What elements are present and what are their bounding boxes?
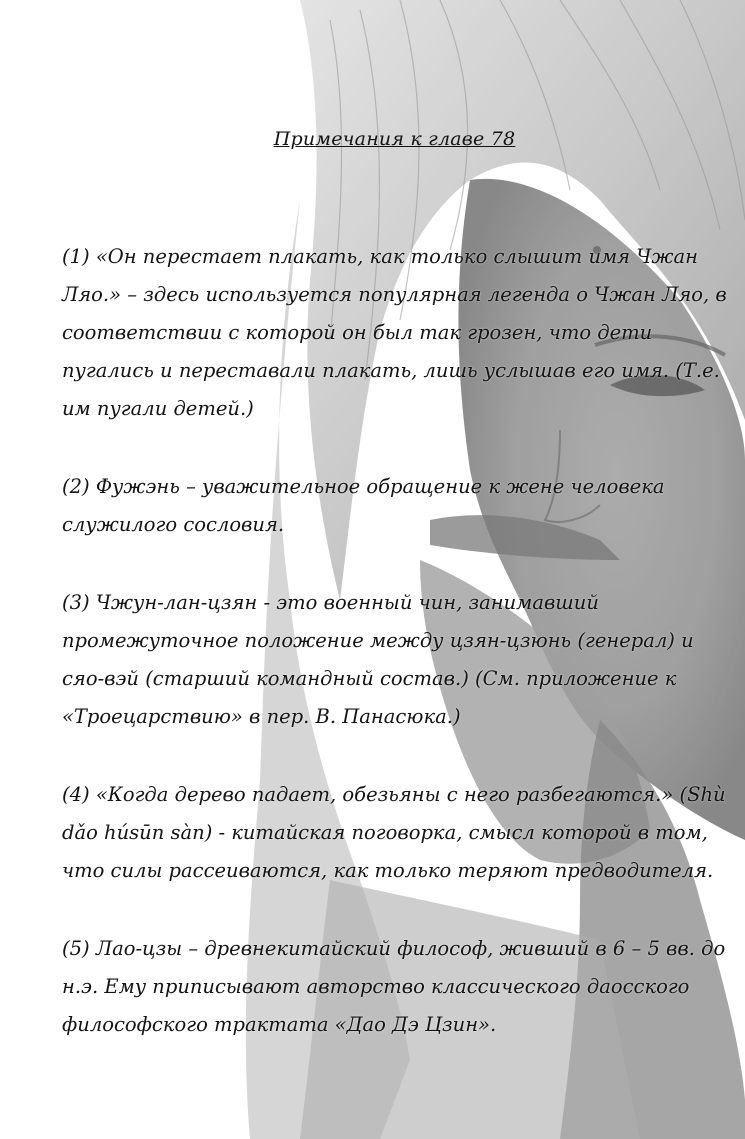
note-4	[62, 776, 727, 890]
note-4-pinyin: Shù dǎo húsūn sàn	[62, 783, 726, 844]
notes-title: Примечания к главе 78	[273, 128, 516, 150]
note-5: (5) Лао-цзы – древнекитайский философ, живший в 6 – 5 вв. до н.э. Ему приписывают авторство классического даосского философского трактата «Дао Дэ Цзин».	[62, 937, 726, 1036]
note-4-text-before: (4) «Когда дерево падает, обезьяны с него разбегаются.» (	[62, 783, 688, 806]
note-3: (3) Чжун-лан-цзян - это военный чин, занимавший промежуточное положение между цзян-цзюнь (генерал) и сяо-вэй (старший командный состав.) (См. приложение к «Троецарствию» в пер. В. Панасюка.)	[62, 591, 694, 728]
chapter-notes	[62, 118, 727, 1084]
note-1: (1) «Он перестает плакать, как только слышит имя Чжан Ляо.» – здесь используется популярная легенда о Чжан Ляо, в соответствии с которой он был так грозен, что дети пугались и переставали плакать, лишь услышав его имя. (Т.е. им пугали детей.)	[62, 245, 727, 420]
note-4-text-after: ) - китайская поговорка, смысл которой в том, что силы рассеиваются, как только теряют предводителя.	[62, 821, 714, 882]
note-2: (2) Фужэнь – уважительное обращение к жене человека служилого сословия.	[62, 475, 665, 536]
